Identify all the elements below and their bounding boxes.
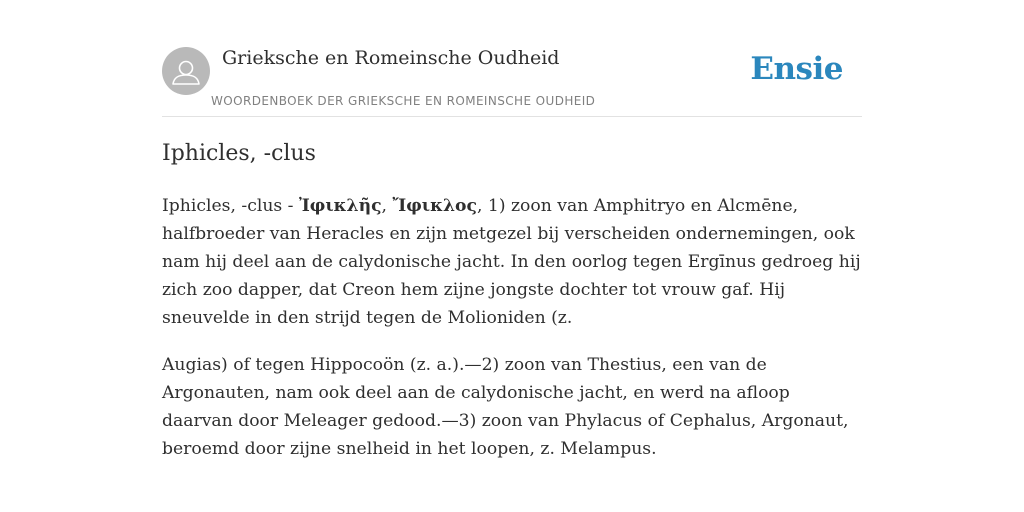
paragraph-lead: Iphicles, -clus - <box>162 196 299 216</box>
brand-logo[interactable]: Ensie <box>750 51 843 87</box>
entry-paragraph-1 <box>162 192 862 332</box>
greek-term-1: Ἰφικλῆς <box>298 196 382 216</box>
source-header <box>162 46 862 117</box>
entry-paragraph-2: Augias) of tegen Hippocoön (z. a.).—2) zoon van Thestius, een van de Argonauten, nam ook deel aan de calydonische jacht, en werd na afloop daarvan door Meleager gedood.—3) zoon van Phylacus of Cephalus, Argonaut, beroemd door zijne snelheid in het loopen, z. Melampus. <box>162 355 849 459</box>
greek-separator: , <box>381 196 393 216</box>
user-silhouette-icon <box>162 47 210 95</box>
avatar[interactable] <box>162 47 210 95</box>
paragraph-rest: , 1) zoon van Amphitryo en Alcmēne, halfbroeder van Heracles en zijn metgezel bij verscheiden ondernemingen, ook nam hij deel aan de calydonische jacht. In den oorlog tegen Ergīnus gedroeg hij zich zoo dapper, dat Creon hem zijne jongste dochter tot vrouw gaf. Hij sneuvelde in den strijd tegen de Molioniden (z. <box>162 196 861 328</box>
entry-title: Iphicles, -clus <box>162 141 316 166</box>
source-title-link[interactable]: Grieksche en Romeinsche Oudheid <box>222 47 560 69</box>
source-subtitle: WOORDENBOEK DER GRIEKSCHE EN ROMEINSCHE OUDHEID <box>211 94 596 108</box>
greek-term-2: Ἴφικλος <box>392 196 477 216</box>
